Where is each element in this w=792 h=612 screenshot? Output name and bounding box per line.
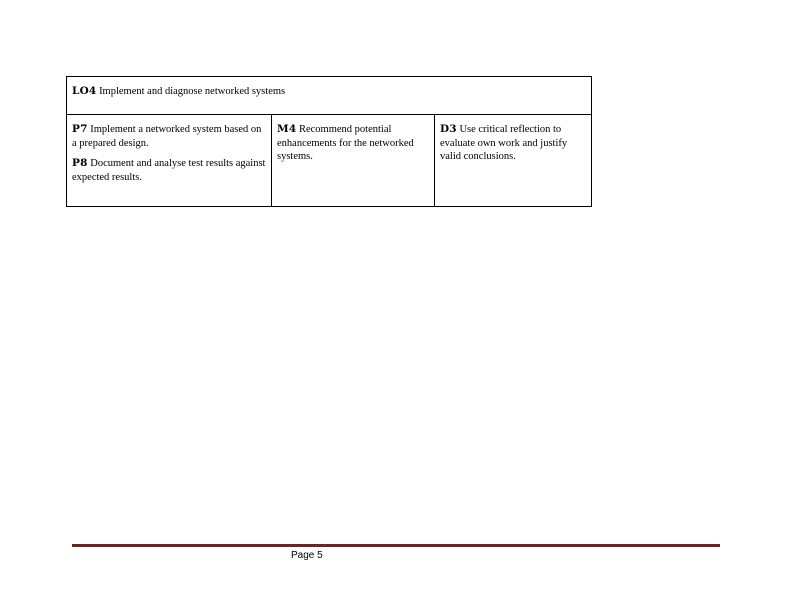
m4-code: M4 (277, 123, 297, 135)
distinction-criteria-cell (435, 115, 592, 207)
criteria-row (67, 115, 592, 207)
p8-text: Document and analyse test results against expected results. (72, 158, 266, 183)
footer-divider (72, 544, 720, 547)
lo-text: Implement and diagnose networked systems (99, 86, 286, 97)
m4-text: Recommend potential enhancements for the networked systems. (277, 124, 414, 162)
lo-code: LO4 (72, 85, 97, 97)
criterion-d3 (440, 123, 586, 164)
p7-code: P7 (72, 123, 88, 135)
d3-text: Use critical reflection to evaluate own work and justify valid conclusions. (440, 124, 568, 162)
page-number: Page 5 (291, 550, 323, 561)
p8-code: P8 (72, 157, 88, 169)
merit-criteria-cell (272, 115, 435, 207)
learning-outcome-cell (67, 77, 592, 115)
criterion-p8 (72, 157, 266, 184)
learning-outcome-row (67, 77, 592, 115)
criterion-m4 (277, 123, 429, 164)
pass-criteria-cell (67, 115, 272, 207)
p7-text: Implement a networked system based on a prepared design. (72, 124, 262, 149)
d3-code: D3 (440, 123, 457, 135)
assessment-criteria-table (66, 76, 592, 207)
criterion-p7 (72, 123, 266, 150)
